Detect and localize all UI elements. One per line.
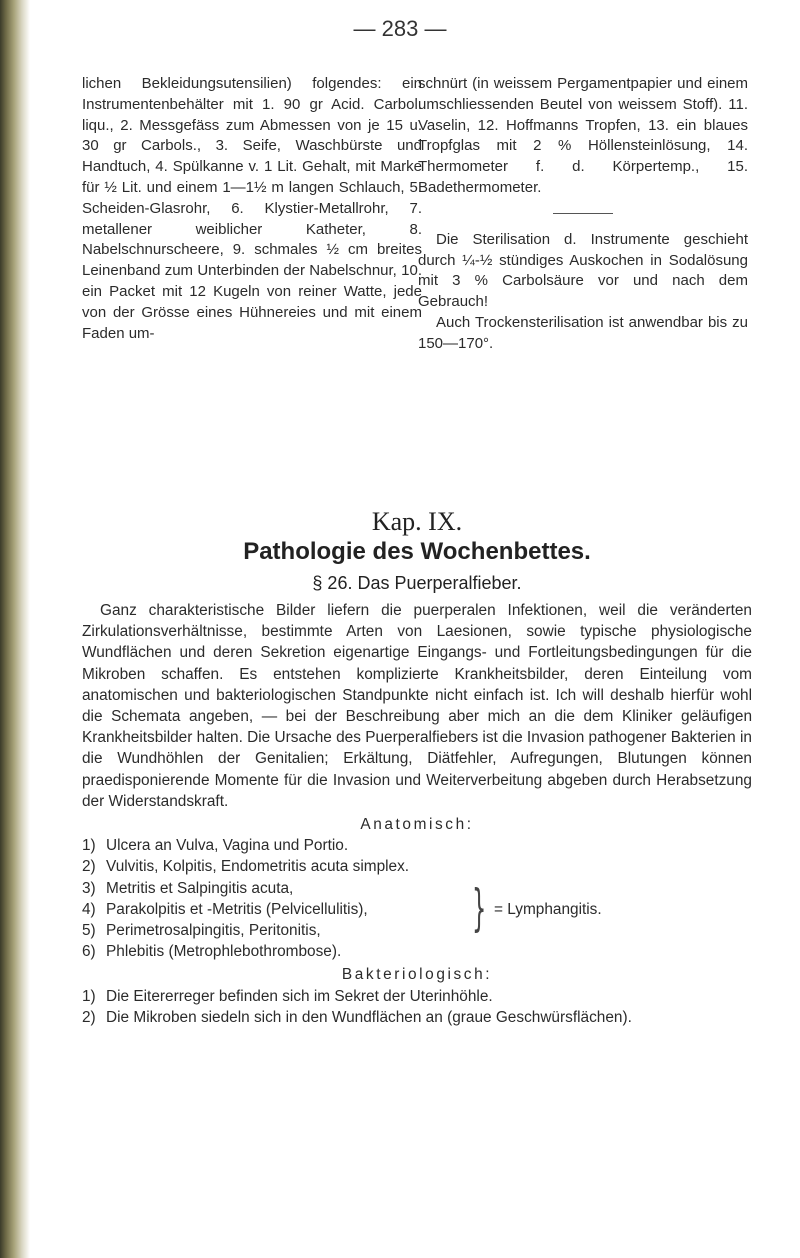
- list-item: 4) Parakolpitis et -Metritis (Pelvicellulitis),: [82, 900, 368, 918]
- lymphangitis-label: = Lymphangitis.: [494, 900, 602, 918]
- right-column-continuation: schnürt (in weissem Pergamentpapier und einem umschliessenden Beutel von weissem Stoff). 11. Vaselin, 12. Hoffmanns Tropfen, 13. ein blaues Tropfglas mit 2 % Höllensteinlösung, 14. Thermometer f. d. Körpertemp., 15. Badethermometer.: [418, 75, 748, 196]
- list-item: 2) Die Mikroben siedeln sich in den Wundflächen an (graue Geschwürsflächen).: [82, 1008, 632, 1026]
- sterilisation-paragraph: Die Sterilisation d. Instrumente geschieht durch ¼-½ stündiges Auskochen in Sodalösung mit 3 % Carbolsäure vor und nach dem Gebrauch!: [418, 230, 748, 311]
- chapter-title: Pathologie des Wochenbettes.: [243, 538, 591, 565]
- brace-icon: }: [472, 878, 487, 937]
- anatomical-list: [82, 835, 752, 962]
- anatomical-heading: Anatomisch:: [360, 816, 474, 834]
- right-column: [418, 74, 748, 355]
- intro-paragraph: Ganz charakteristische Bilder liefern die puerperalen Infektionen, weil die veränderten Zirkulationsverhältnisse, bestimmte Arten von Laesionen, sowie typische physiologische Wundflächen und deren Sekretion eigenartige Eingangs- und Fortleitungsbedingungen für die Mikroben schaffen. Es entstehen komplizierte Krankheitsbilder, deren Einteilung vom anatomischen und bakteriologischen Standpunkte nicht einfach ist. Ich will deshalb hierfür wohl die Schemata angeben, — bei der Beschreibung aber mich an die dem Kliniker geläufigen Krankheitsbilder halten. Die Ursache des Puerperalfiebers ist die Invasion pathogener Bakterien in die Wundhöhlen der Genitalien; Erkältung, Diätfehler, Aufregungen, Blutungen können praedisponierende Momente für die Invasion und Weiterverbeitung abgeben durch Herabsetzung der Widerstandskraft.: [82, 602, 752, 810]
- list-item: 6) Phlebitis (Metrophlebothrombose).: [82, 943, 342, 961]
- left-column: [82, 74, 422, 344]
- list-item: 1) Ulcera an Vulva, Vagina und Portio.: [82, 837, 349, 855]
- list-item: 3) Metritis et Salpingitis acuta,: [82, 879, 294, 897]
- list-item: 2) Vulvitis, Kolpitis, Endometritis acuta simplex.: [82, 858, 410, 876]
- bacteriological-list: [82, 986, 752, 1028]
- chapter-section: [82, 508, 752, 1028]
- lymphangitis-group: [82, 878, 752, 942]
- section-heading: § 26. Das Puerperalfieber.: [312, 573, 522, 593]
- list-item: 1) Die Eitererreger befinden sich im Sekret der Uterinhöhle.: [82, 987, 493, 1005]
- book-binding-edge: [0, 0, 30, 1258]
- left-column-text: lichen Bekleidungsutensilien) folgendes: ein Instrumentenbehälter mit 1. 90 gr Acid. Carbol. liqu., 2. Messgefäss zum Abmessen von je 15 u. 30 gr Carbols., 3. Seife, Waschbürste und Handtuch, 4. Spülkanne v. 1 Lit. Gehalt, mit Marke für ½ Lit. und einem 1—1½ m langen Schlauch, 5. Scheiden-Glasrohr, 6. Klystier-Metallrohr, 7. metallener weiblicher Katheter, 8. Nabelschnurscheere, 9. schmales ½ cm breites Leinenband zum Unterbinden der Nabelschnur, 10. ein Packet mit 12 Kugeln von reiner Watte, jede von der Grösse eines Hühnereies und mit einem Faden um-: [82, 75, 422, 342]
- divider-rule: [553, 213, 613, 214]
- page-number: — 283 —: [353, 16, 447, 41]
- list-item: 5) Perimetrosalpingitis, Peritonitis,: [82, 922, 321, 940]
- chapter-number: Kap. IX.: [371, 507, 463, 536]
- bacteriological-heading: Bakteriologisch:: [341, 966, 493, 984]
- dry-sterilisation-paragraph: Auch Trockensterilisation ist anwendbar bis zu 150—170°.: [418, 313, 748, 352]
